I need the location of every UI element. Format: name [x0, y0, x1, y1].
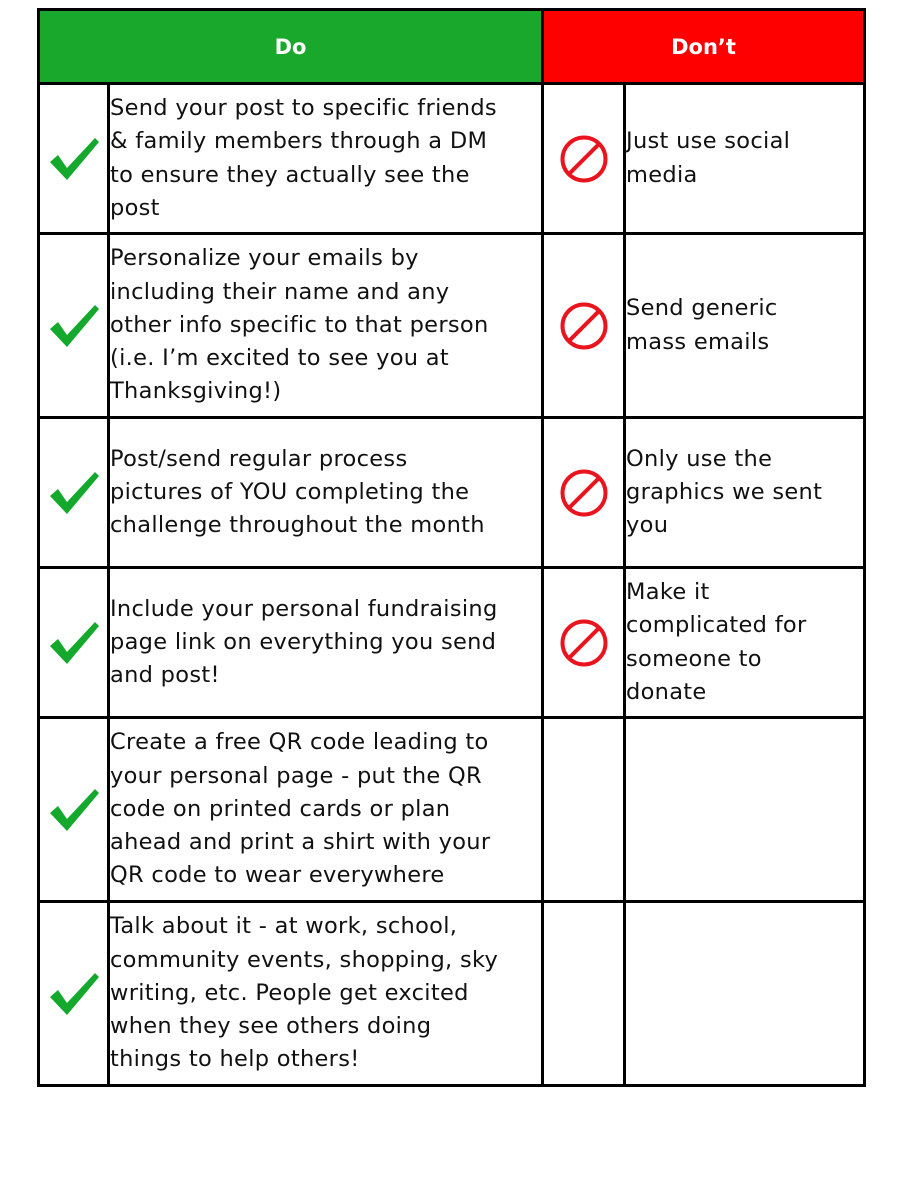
- do-text-line: code on printed cards or plan: [110, 795, 451, 822]
- check-icon: [48, 619, 100, 667]
- check-icon: [48, 970, 100, 1018]
- do-icon-cell: [39, 718, 109, 902]
- dont-text-line: you: [626, 512, 669, 539]
- check-icon: [48, 135, 100, 183]
- do-text-line: Thanksgiving!): [110, 378, 282, 405]
- do-text: [109, 418, 543, 568]
- do-icon-cell: [39, 234, 109, 418]
- table-row: [39, 418, 865, 568]
- do-text-line: Talk about it - at work, school,: [110, 913, 458, 940]
- dont-icon-cell: [543, 902, 625, 1086]
- dont-text-line: Send generic: [626, 295, 778, 322]
- do-text-line: community events, shopping, sky: [110, 946, 499, 973]
- do-icon-cell: [39, 568, 109, 718]
- dont-text-line: graphics we sent: [626, 478, 823, 505]
- do-text-line: Post/send regular process: [110, 445, 408, 472]
- dont-text-line: Only use the: [626, 445, 773, 472]
- do-text-line: challenge throughout the month: [110, 512, 485, 539]
- dont-text: [625, 234, 865, 418]
- do-text: [109, 568, 543, 718]
- prohibited-icon: [559, 301, 609, 351]
- check-icon: [48, 786, 100, 834]
- dont-text-line: mass emails: [626, 328, 770, 355]
- do-text-line: when they see others doing: [110, 1013, 432, 1040]
- table-row: [39, 568, 865, 718]
- dont-text-line: Just use social: [626, 128, 791, 155]
- table-row: [39, 718, 865, 902]
- do-text-line: writing, etc. People get excited: [110, 979, 469, 1006]
- do-text-line: post: [110, 194, 160, 221]
- do-text-line: Personalize your emails by: [110, 245, 419, 272]
- dont-text: [625, 84, 865, 234]
- do-text-line: page link on everything you send: [110, 628, 497, 655]
- dont-text: [625, 568, 865, 718]
- prohibited-icon: [559, 468, 609, 518]
- do-text-line: Create a free QR code leading to: [110, 729, 489, 756]
- dont-text: [625, 718, 865, 902]
- prohibited-icon: [559, 134, 609, 184]
- do-text: [109, 902, 543, 1086]
- table-body: [39, 84, 865, 1086]
- do-text-line: pictures of YOU completing the: [110, 478, 470, 505]
- dont-header: Don’t: [543, 10, 865, 84]
- do-text-line: QR code to wear everywhere: [110, 862, 445, 889]
- do-text-line: ahead and print a shirt with your: [110, 829, 491, 856]
- do-text-line: your personal page - put the QR: [110, 762, 482, 789]
- dont-icon-cell: [543, 234, 625, 418]
- do-text-line: Include your personal fundraising: [110, 595, 498, 622]
- prohibited-icon: [559, 618, 609, 668]
- do-text: [109, 234, 543, 418]
- dont-text-line: someone to: [626, 645, 762, 672]
- do-icon-cell: [39, 418, 109, 568]
- table-row: [39, 84, 865, 234]
- do-text-line: other info specific to that person: [110, 311, 489, 338]
- dont-icon-cell: [543, 718, 625, 902]
- dont-icon-cell: [543, 84, 625, 234]
- do-icon-cell: [39, 902, 109, 1086]
- do-text: [109, 718, 543, 902]
- do-text: [109, 84, 543, 234]
- dont-text: [625, 902, 865, 1086]
- header-row: [39, 10, 865, 84]
- dont-text-line: donate: [626, 678, 707, 705]
- do-text-line: (i.e. I’m excited to see you at: [110, 345, 449, 372]
- do-header: Do: [39, 10, 543, 84]
- table-row: [39, 902, 865, 1086]
- dont-text: [625, 418, 865, 568]
- table-row: [39, 234, 865, 418]
- check-icon: [48, 469, 100, 517]
- do-text-line: things to help others!: [110, 1046, 360, 1073]
- dont-text-line: Make it: [626, 578, 710, 605]
- do-text-line: and post!: [110, 662, 220, 689]
- dont-text-line: complicated for: [626, 612, 807, 639]
- dont-text-line: media: [626, 161, 698, 188]
- do-text-line: & family members through a DM: [110, 128, 488, 155]
- do-text-line: including their name and any: [110, 278, 450, 305]
- do-dont-table: [37, 8, 866, 1087]
- do-text-line: to ensure they actually see the: [110, 161, 470, 188]
- do-text-line: Send your post to specific friends: [110, 94, 497, 121]
- dont-icon-cell: [543, 418, 625, 568]
- check-icon: [48, 302, 100, 350]
- dont-icon-cell: [543, 568, 625, 718]
- do-icon-cell: [39, 84, 109, 234]
